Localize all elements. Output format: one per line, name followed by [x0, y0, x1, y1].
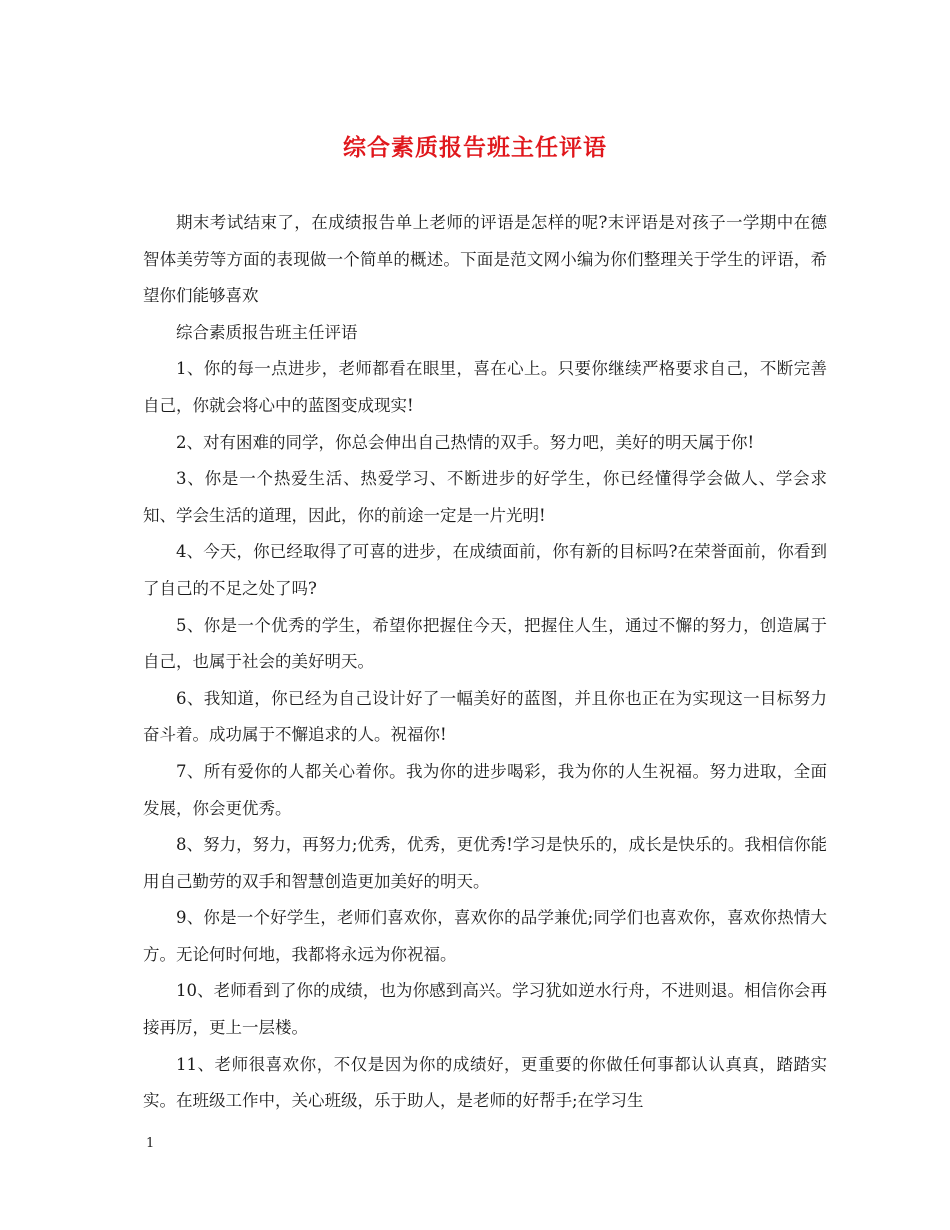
- comment-paragraph-3: 3、你是一个热爱生活、热爱学习、不断进步的好学生，你已经懂得学会做人、学会求知、学会生活的道理，因此，你的前途一定是一片光明!: [143, 469, 827, 525]
- section-heading: 综合素质报告班主任评语: [176, 322, 358, 342]
- document-title: 综合素质报告班主任评语: [343, 134, 607, 161]
- comment-paragraph-11: 11、老师很喜欢你，不仅是因为你的成绩好，更重要的你做任何事都认认真真，踏踏实实。在班级工作中，关心班级，乐于助人，是老师的好帮手;在学习生: [143, 1054, 827, 1111]
- document-body: [143, 205, 827, 1120]
- comment-paragraph-4: 4、今天，你已经取得了可喜的进步，在成绩面前，你有新的目标吗?在荣誉面前，你看到了自己的不足之处了吗?: [143, 542, 827, 598]
- comment-paragraph-2: 2、对有困难的同学，你总会伸出自己热情的双手。努力吧，美好的明天属于你!: [176, 432, 755, 452]
- comment-paragraph-5: 5、你是一个优秀的学生，希望你把握住今天，把握住人生，通过不懈的努力，创造属于自己，也属于社会的美好明天。: [143, 615, 827, 672]
- comment-paragraph-8: 8、努力，努力，再努力;优秀，优秀，更优秀!学习是快乐的，成长是快乐的。我相信你能用自己勤劳的双手和智慧创造更加美好的明天。: [143, 835, 827, 891]
- comment-paragraph-1: 1、你的每一点进步，老师都看在眼里，喜在心上。只要你继续严格要求自己，不断完善自己，你就会将心中的蓝图变成现实!: [143, 359, 827, 415]
- comment-paragraph-6: 6、我知道，你已经为自己设计好了一幅美好的蓝图，并且你也正在为实现这一目标努力奋斗着。成功属于不懈追求的人。祝福你!: [143, 688, 827, 745]
- intro-paragraph: 期末考试结束了，在成绩报告单上老师的评语是怎样的呢?末评语是对孩子一学期中在德智体美劳等方面的表现做一个简单的概述。下面是范文网小编为你们整理关于学生的评语，希望你们能够喜欢: [143, 213, 827, 306]
- page-number: 1: [146, 1136, 155, 1151]
- comment-paragraph-9: 9、你是一个好学生，老师们喜欢你，喜欢你的品学兼优;同学们也喜欢你，喜欢你热情大方。无论何时何地，我都将永远为你祝福。: [143, 908, 827, 964]
- comment-paragraph-10: 10、老师看到了你的成绩，也为你感到高兴。学习犹如逆水行舟，不进则退。相信你会再接再厉，更上一层楼。: [143, 981, 827, 1038]
- comment-paragraph-7: 7、所有爱你的人都关心着你。我为你的进步喝彩，我为你的人生祝福。努力进取，全面发展，你会更优秀。: [143, 761, 827, 818]
